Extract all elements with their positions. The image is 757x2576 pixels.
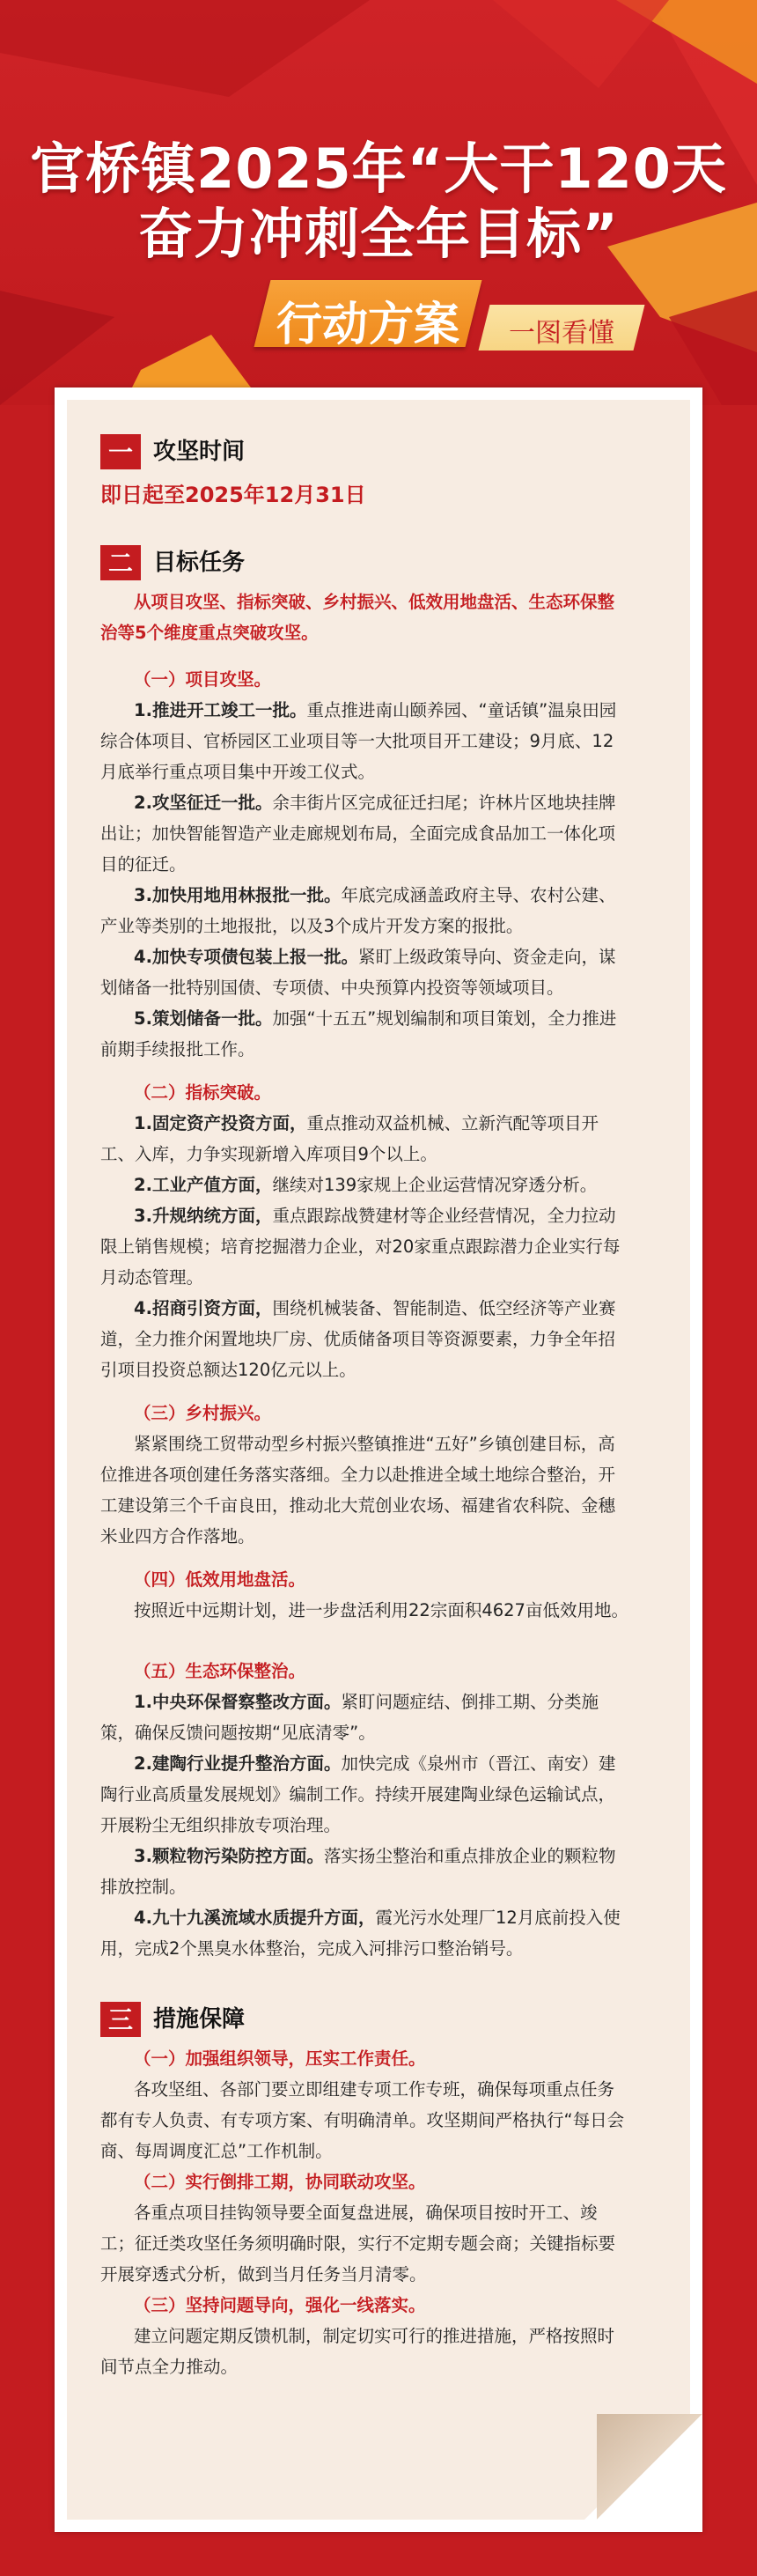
list-item [100, 941, 628, 1003]
paragraph: 紧紧围绕工贸带动型乡村振兴整镇推进“五好”乡镇创建目标，高位推进各项创建任务落实落细。全力以赴推进全域土地综合整治，开工建设第三个千亩良田，推动北大荒创业农场、福建省农科院、金穗米业四方合作落地。 [100, 1434, 616, 1546]
item-lead: 5.策划储备一批。 [134, 1008, 273, 1029]
list-item [100, 1841, 628, 1902]
section-header-2 [100, 544, 628, 581]
subsection-heading: （三）坚持问题导向，强化一线落实。 [134, 2295, 426, 2315]
section-title: 攻坚时间 [153, 438, 246, 465]
page-curl-corner [597, 2414, 702, 2520]
period-date: 即日起至2025年12月31日 [100, 483, 366, 507]
section-title: 措施保障 [153, 2005, 246, 2033]
section-header-3 [100, 2001, 628, 2038]
list-item [100, 1748, 628, 1841]
list-item [100, 1170, 628, 1200]
item-text: 余丰街片区完成征迁扫尾；许林片区地块挂牌出让；加快智能智造产业走廊规划布局，全面完成食品加工一体化项目的征迁。 [100, 793, 616, 875]
list-item [100, 787, 628, 880]
content-body [100, 433, 628, 2382]
item-lead: 2.建陶行业提升整治方面。 [134, 1753, 342, 1774]
section-header-1 [100, 433, 628, 470]
paragraph: 按照近中远期计划，进一步盘活利用22宗面积4627亩低效用地。 [134, 1600, 628, 1620]
item-text: 紧盯问题症结、倒排工期、分类施策，确保反馈问题按期“见底清零”。 [100, 1692, 599, 1743]
list-item [100, 880, 628, 941]
item-text: 紧盯上级政策导向、资金走向，谋划储备一批特别国债、专项债、中央预算内投资等领域项目。 [100, 947, 616, 998]
section-title: 目标任务 [153, 549, 246, 576]
subsection-heading: （三）乡村振兴。 [134, 1403, 272, 1423]
list-item [100, 1902, 628, 1964]
item-lead: 1.推进开工竣工一批。 [134, 700, 307, 720]
page-title-line-2: 奋力冲刺全年目标” [138, 202, 619, 266]
list-item [100, 1687, 628, 1748]
tag-label: 一图看懂 [509, 318, 614, 349]
paragraph: 建立问题定期反馈机制，制定切实可行的推进措施，严格按照时间节点全力推动。 [100, 2326, 615, 2377]
subsection-heading: （二）指标突破。 [134, 1082, 272, 1103]
section-number-badge: 一 [100, 434, 141, 469]
item-lead: 1.固定资产投资方面， [134, 1113, 307, 1133]
list-item [100, 1200, 628, 1293]
item-lead: 3.颗粒物污染防控方面。 [134, 1846, 324, 1866]
header-banner [0, 0, 757, 405]
item-text: 重点推动双益机械、立新汽配等项目开工、入库，力争实现新增入库项目9个以上。 [100, 1113, 599, 1164]
list-item [100, 1293, 628, 1385]
item-text: 继续对139家规上企业运营情况穿透分析。 [272, 1175, 598, 1195]
item-text: 霞光污水处理厂12月底前投入使用，完成2个黑臭水体整治，完成入河排污口整治销号。 [100, 1908, 621, 1959]
item-lead: 4.加快专项债包装上报一批。 [134, 947, 358, 967]
item-text: 加强“十五五”规划编制和项目策划，全力推进前期手续报批工作。 [100, 1008, 617, 1059]
item-text: 加快完成《泉州市（晋江、南安）建陶行业高质量发展规划》编制工作。持续开展建陶业绿色运输试点，开展粉尘无组织排放专项治理。 [100, 1753, 616, 1835]
paragraph: 各重点项目挂钩领导要全面复盘进展，确保项目按时开工、竣工；征迁类攻坚任务须明确时限，实行不定期专题会商；关键指标要开展穿透式分析，做到当月任务当月清零。 [100, 2203, 616, 2284]
item-lead: 4.招商引资方面， [134, 1298, 273, 1318]
item-lead: 4.九十九溪流域水质提升方面， [134, 1908, 376, 1928]
item-lead: 1.中央环保督察整改方面。 [134, 1692, 342, 1712]
subsection-heading: （二）实行倒排工期，协同联动攻坚。 [134, 2172, 426, 2192]
list-item [100, 1003, 628, 1065]
item-lead: 2.攻坚征迁一批。 [134, 793, 273, 813]
subsection-heading: （一）项目攻坚。 [134, 669, 272, 690]
content-card [55, 388, 702, 2532]
item-text: 重点跟踪战赞建材等企业经营情况，全力拉动限上销售规模；培育挖掘潜力企业，对20家重点跟踪潜力企业实行每月动态管理。 [100, 1206, 621, 1288]
list-item [100, 695, 628, 787]
item-lead: 2.工业产值方面， [134, 1175, 273, 1195]
subsection-heading: （五）生态环保整治。 [134, 1661, 306, 1681]
page-title-line-1: 官桥镇2025年“大干120天 [30, 137, 727, 201]
section-number-badge: 三 [100, 2002, 141, 2037]
item-text: 年底完成涵盖政府主导、农村公建、产业等类别的土地报批，以及3个成片开发方案的报批。 [100, 885, 616, 936]
section-intro: 从项目攻坚、指标突破、乡村振兴、低效用地盘活、生态环保整治等5个维度重点突破攻坚。 [100, 592, 615, 643]
item-lead: 3.升规纳统方面， [134, 1206, 273, 1226]
list-item [100, 1108, 628, 1170]
paragraph: 各攻坚组、各部门要立即组建专项工作专班，确保每项重点任务都有专人负责、有专项方案、有明确清单。攻坚期间严格执行“每日会商、每周调度汇总”工作机制。 [100, 2079, 625, 2161]
item-text: 围绕机械装备、智能制造、低空经济等产业赛道，全力推介闲置地块厂房、优质储备项目等资源要素，力争全年招引项目投资总额达120亿元以上。 [100, 1298, 616, 1380]
item-lead: 3.加快用地用林报批一批。 [134, 885, 342, 905]
item-text: 落实扬尘整治和重点排放企业的颗粒物排放控制。 [100, 1846, 616, 1897]
section-number-badge: 二 [100, 545, 141, 580]
subtitle: 行动方案 [276, 299, 459, 351]
subsection-heading: （一）加强组织领导，压实工作责任。 [134, 2048, 426, 2069]
subsection-heading: （四）低效用地盘活。 [134, 1569, 306, 1590]
item-text: 重点推进南山颐养园、“童话镇”温泉田园综合体项目、官桥园区工业项目等一大批项目开工建设；9月底、12月底举行重点项目集中开竣工仪式。 [100, 700, 617, 782]
